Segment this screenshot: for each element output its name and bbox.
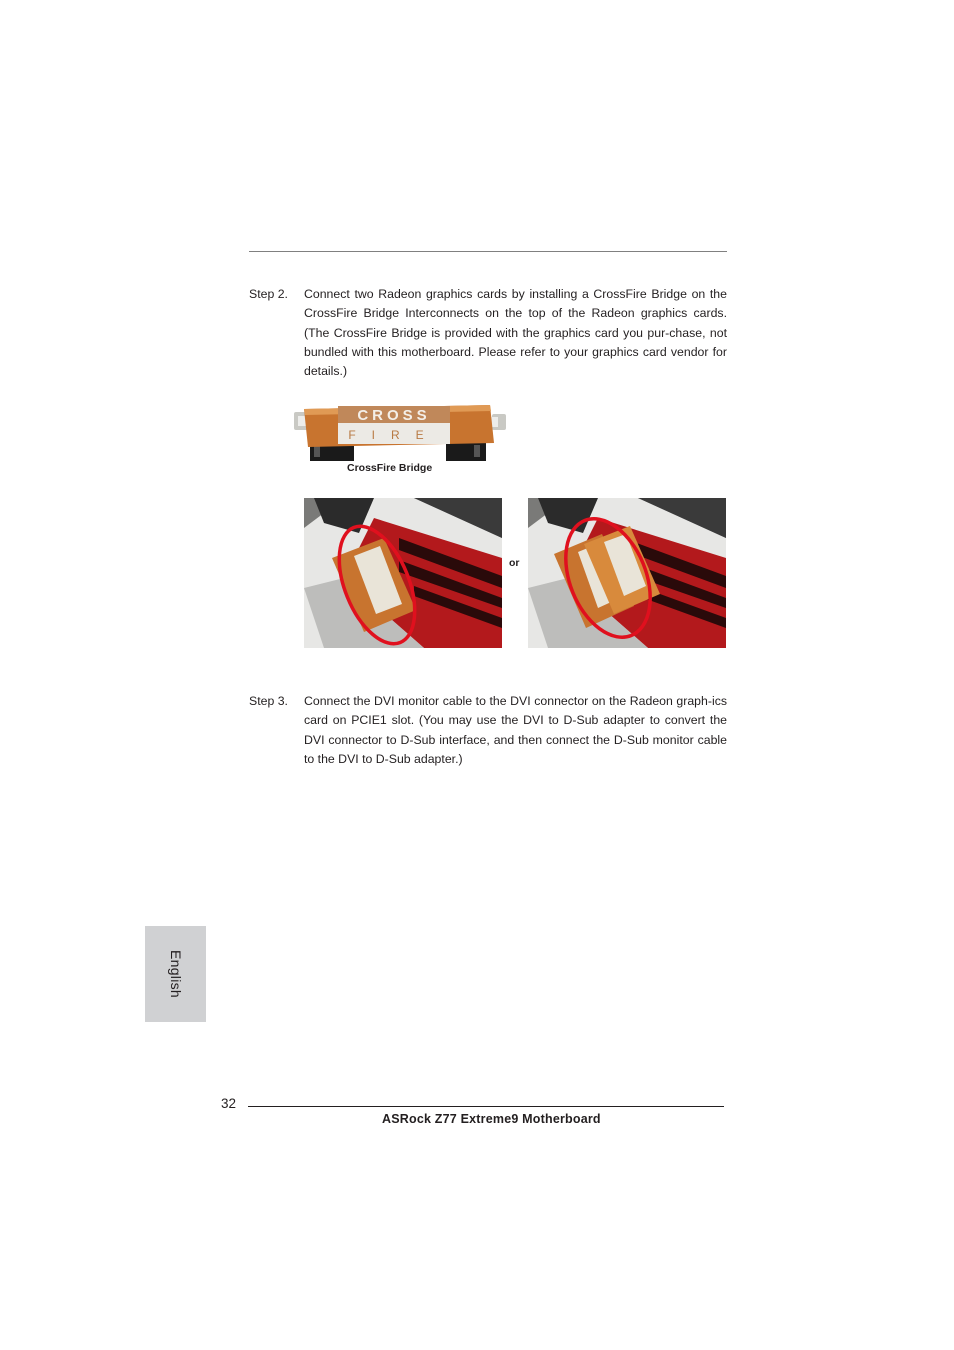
step-text: Connect two Radeon graphics cards by installing a CrossFire Bridge on the CrossFire Bridge Interconnects on the top of the Radeon graphics cards. (The CrossFire Bridge is provided with the graphics card you pur-chase, not bundled with this motherboard. Please refer to your graphics card vendor for details.) [304, 287, 727, 379]
footer-rule [248, 1106, 724, 1107]
crossfire-install-photo-2 [528, 498, 726, 648]
footer-product-name: ASRock Z77 Extreme9 Motherboard [382, 1112, 601, 1126]
step-number: Step 3. [249, 694, 288, 708]
language-label: English [167, 949, 184, 999]
step-text: Connect the DVI monitor cable to the DVI connector on the Radeon graph-ics card on PCIE1 slot. (You may use the DVI to D-Sub adapter to convert the DVI connector to D-Sub interface, and then connect the D-Sub monitor cable to the DVI to D-Sub adapter.) [304, 694, 727, 766]
step-2 [249, 285, 727, 381]
step-3 [249, 692, 727, 769]
crossfire-bridge-image [294, 399, 506, 461]
figure-caption: CrossFire Bridge [347, 462, 433, 474]
bridge-logo-top: CROSS [357, 407, 431, 424]
crossfire-install-photo-1 [304, 498, 502, 648]
separator-or: or [509, 557, 520, 569]
header-rule [249, 251, 727, 252]
step-number: Step 2. [249, 287, 288, 301]
bridge-logo-bottom: FIRE [348, 428, 440, 442]
language-tab [145, 926, 206, 1022]
page-number: 32 [221, 1096, 237, 1111]
